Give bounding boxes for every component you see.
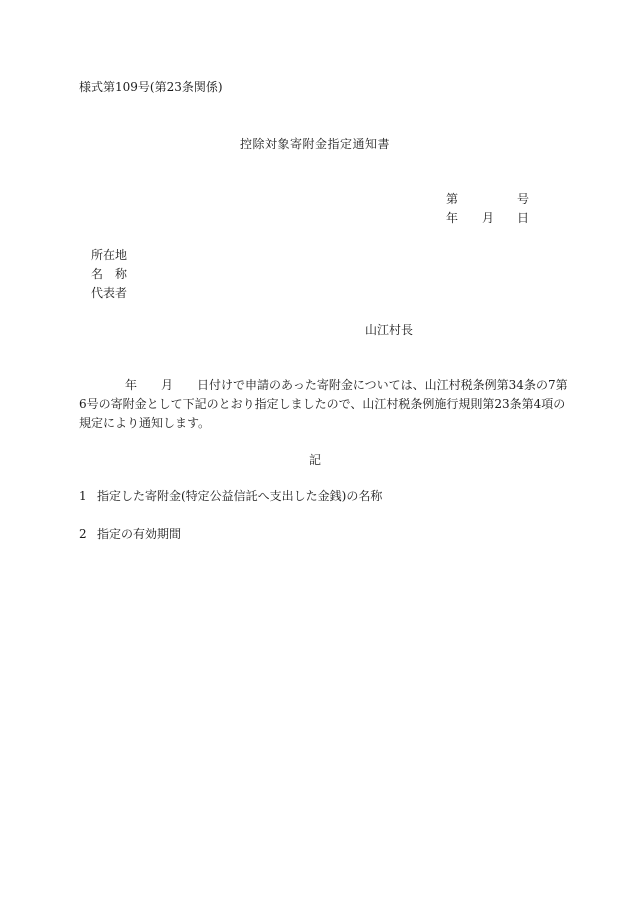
recipient-representative-label: 代表者 [91,286,128,300]
issuer-name: 山江村長 [365,323,414,337]
body-line-3: 規定により通知します。 [79,416,211,430]
body-line-1-text: 日付けで申請のあった寄附金については、山江村税条例第34条の7第 [197,378,568,392]
date-day-label: 日 [517,211,530,225]
list-item [79,488,382,504]
form-reference: 様式第109号(第23条関係) [79,80,223,94]
item-text: 指定の有効期間 [97,527,182,541]
recipient-address-label: 所在地 [91,248,128,262]
document-number-suffix: 号 [517,192,530,206]
list-item [79,526,181,542]
recipient-name-label: 名 称 [91,267,128,281]
ki-heading: 記 [308,453,321,467]
body-month-label: 月 [161,378,174,392]
document-title: 控除対象寄附金指定通知書 [239,137,390,151]
body-line-1 [79,376,568,395]
body-year-label: 年 [125,378,138,392]
date-month-label: 月 [482,211,495,225]
item-number: 1 [79,489,87,503]
date-year-label: 年 [446,211,459,225]
item-number: 2 [79,527,87,541]
notice-body [79,376,568,433]
item-text: 指定した寄附金(特定公益信託へ支出した金銭)の名称 [97,489,383,503]
body-line-2: 6号の寄附金として下記のとおり指定しましたので、山江村税条例施行規則第23条第4項の [79,397,566,411]
document-number-prefix: 第 [446,192,459,206]
